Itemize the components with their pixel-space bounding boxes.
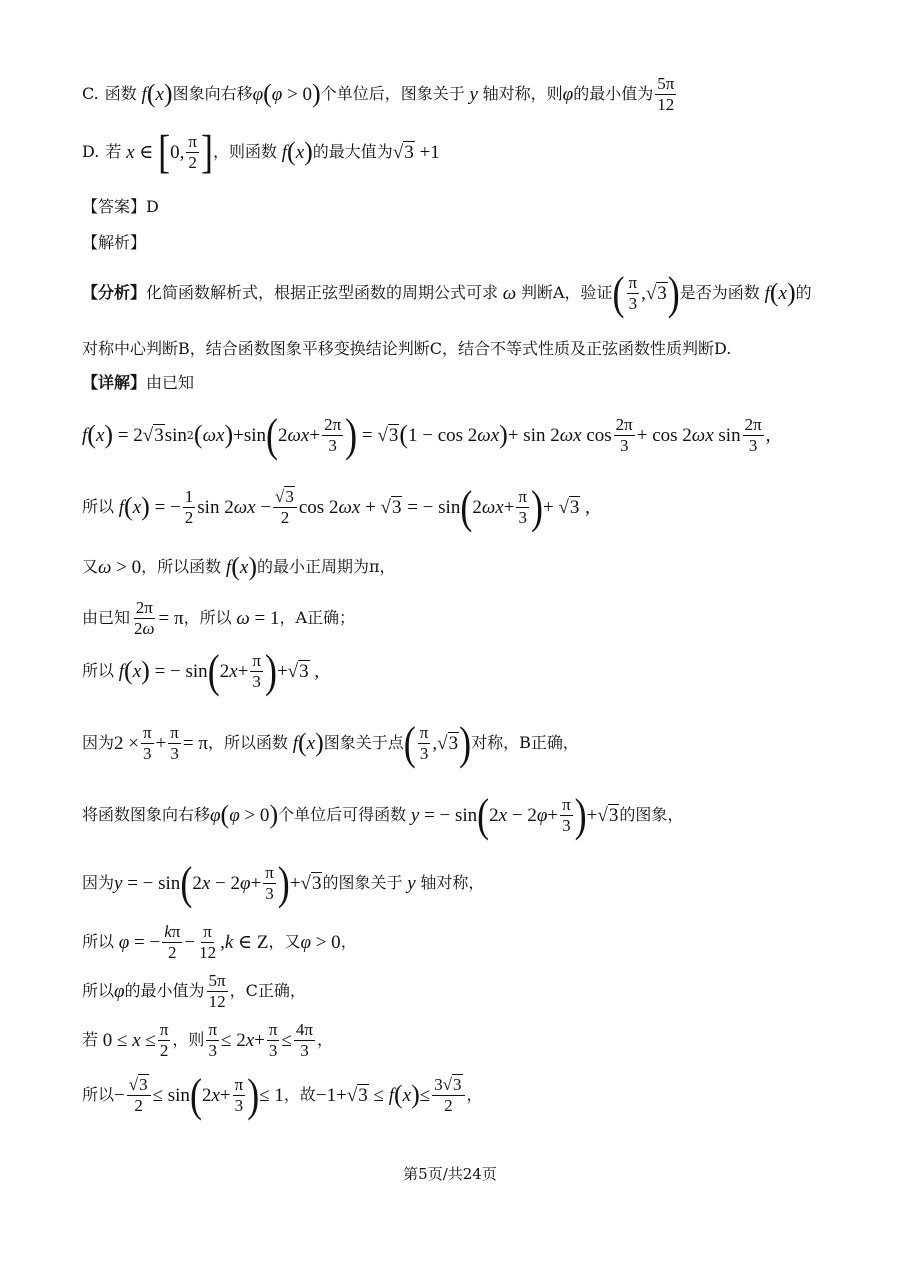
formula-simplified: 所以 f ( x ) = − $\frac{1}{2}$ sin 2 ωx − $\frac{√3}{2}$ cos 2 ωx + √3 = − sin ( 2 ωx + $\frac{\pi}{3}$ ) + √3 , — [82, 481, 590, 533]
text: ，又 — [268, 932, 301, 951]
text: ，所以函数 — [207, 733, 288, 752]
line-sin-range: 所以 − $\frac{√3}{2}$ ≤ sin ( 2 x + $\frac{\pi}{3}$ ) ≤ 1 ，故 −1+ √3 ≤ f ( x ) ≤ $\frac{3√3}{2}$ ， — [82, 1069, 483, 1121]
xiangjie-tag: 【详解】 — [82, 373, 147, 392]
text: ，所以函数 — [141, 557, 222, 576]
text: 若 — [105, 142, 122, 161]
text: ，则 — [172, 1030, 205, 1049]
line-x-range: 若 0 ≤ x ≤ $\frac{\pi}{2}$ ，则 $\frac{\pi}{3}$ ≤ 2 x + $\frac{\pi}{3}$ ≤ $\frac{4\pi}{3}$ ， — [82, 1019, 334, 1060]
formula-fx-expansion: f ( x ) = 2 √3 sin 2 ( ωx ) +sin ( 2 ωx + $\frac{2\pi}{3}$ ) = √3 ( 1 − cos 2 ωx ) + sin 2 ωx cos $\frac{2\pi}{3}$ + cos 2 ωx sin $\frac{2\pi}{3}$ , — [82, 409, 771, 461]
text: 将函数图象向右移 — [82, 805, 211, 824]
fenxi-tag: 【分析】 — [82, 283, 147, 302]
answer — [82, 196, 159, 218]
line-shift: 将函数图象向右移 φ ( φ > 0 ) 个单位后可得函数 y = − sin ( 2 x − 2 φ + $\frac{\pi}{3}$ ) + √3 的图象， — [82, 789, 684, 841]
option-c: C. 函数 f ( x ) 图象向右移 φ ( φ > 0 ) 个单位后，图象关于 y 轴对称，则 φ 的最小值为 $\frac{5\pi}{12}$ — [82, 73, 675, 114]
text: 轴对称， — [420, 873, 485, 892]
text: 对称中心判断B，结合函数图象平移变换结论判断C，结合不等式性质及正弦函数性质判断D. — [82, 339, 732, 358]
text: 化简函数解析式，根据正弦型函数的周期公式可求 — [146, 283, 499, 302]
text: 的 — [795, 283, 812, 302]
text: 的图象关于 — [322, 873, 403, 892]
text: ， — [317, 1030, 334, 1049]
text: ， — [340, 932, 357, 951]
text: 图象关于点 — [323, 733, 404, 752]
text: 的最小值为 — [124, 981, 205, 1000]
option-d: D. 若 x ∈ [ 0, $\frac{\pi}{2}$ ] ，则函数 f ( x ) 的最大值为 √3 +1 — [82, 126, 440, 178]
text: 的最大值为 — [312, 142, 393, 161]
formula-omega-one: 所以 f ( x ) = − sin ( 2 x + $\frac{\pi}{3}$ ) + √3 , — [82, 645, 320, 697]
math: f — [136, 83, 147, 105]
page-footer: 第5页/共24页 — [403, 1165, 497, 1183]
line-phi-general: 所以 φ = − $\frac{k\pi}{2}$ − $\frac{\pi}{12}$ , k ∈ Z ，又 φ > 0 ， — [82, 921, 357, 962]
text: ， — [466, 1085, 483, 1104]
text: 所以 — [82, 1085, 115, 1104]
text: 图象向右移 — [172, 84, 253, 103]
option-d-label: D. — [82, 142, 100, 161]
analysis-heading — [82, 232, 146, 254]
text: 个单位后可得函数 — [278, 805, 407, 824]
text: ，故 — [283, 1085, 316, 1104]
text: 所以 — [82, 497, 115, 516]
fenxi-line-1: 【分析】 化简函数解析式，根据正弦型函数的周期公式可求 ω 判断A，验证 ( $\frac{\pi}{3}$ , √3 ) 是否为函数 f ( x ) 的 — [82, 267, 812, 319]
line-omega-positive: 又 ω > 0 ，所以函数 f ( x ) 的最小正周期为π， — [82, 552, 396, 581]
xiangjie — [82, 372, 194, 394]
line-period: 由已知 $\frac{2\pi}{2\omega}$ = π ，所以 ω = 1 ，A正确； — [82, 597, 356, 638]
text: 是否为函数 — [679, 283, 760, 302]
text: ，则函数 — [212, 142, 277, 161]
text: 所以 — [82, 661, 115, 680]
line-y-symmetry: 因为 y = − sin ( 2 x − 2 φ + $\frac{\pi}{3}$ ) + √3 的图象关于 y 轴对称， — [82, 857, 485, 909]
text: 判断A，验证 — [520, 283, 613, 302]
option-c-label: C. — [82, 84, 99, 103]
text: 函数 — [104, 84, 137, 103]
answer-text: 【答案】D — [82, 197, 159, 216]
text: 又 — [82, 557, 99, 576]
fenxi-line-2 — [82, 338, 731, 360]
text: 因为 — [82, 733, 115, 752]
text: ，A正确； — [279, 608, 356, 627]
text: 个单位后，图象关于 — [320, 84, 465, 103]
text: 所以 — [82, 981, 115, 1000]
text: 对称，B正确， — [471, 733, 579, 752]
text: 由已知 — [146, 373, 195, 392]
line-symmetry-center: 因为 2 × $\frac{\pi}{3}$ + $\frac{\pi}{3}$ = π ，所以函数 f ( x ) 图象关于点 ( $\frac{\pi}{3}$ , √3 ) 对称，B正确， — [82, 717, 579, 769]
text: 由已知 — [82, 608, 131, 627]
text: 的图象， — [619, 805, 684, 824]
analysis-heading-text: 【解析】 — [82, 233, 147, 252]
line-phi-min: 所以 φ 的最小值为 $\frac{5\pi}{12}$ ，C正确， — [82, 970, 306, 1011]
text: 的最小正周期为π， — [256, 557, 396, 576]
math: φ — [252, 83, 264, 105]
text: ，C正确， — [229, 981, 306, 1000]
text: 的最小值为 — [573, 84, 654, 103]
text: 所以 — [82, 932, 115, 951]
text: 若 — [82, 1030, 99, 1049]
text: 轴对称，则 — [482, 84, 563, 103]
text: ，所以 — [183, 608, 232, 627]
text: 因为 — [82, 873, 115, 892]
